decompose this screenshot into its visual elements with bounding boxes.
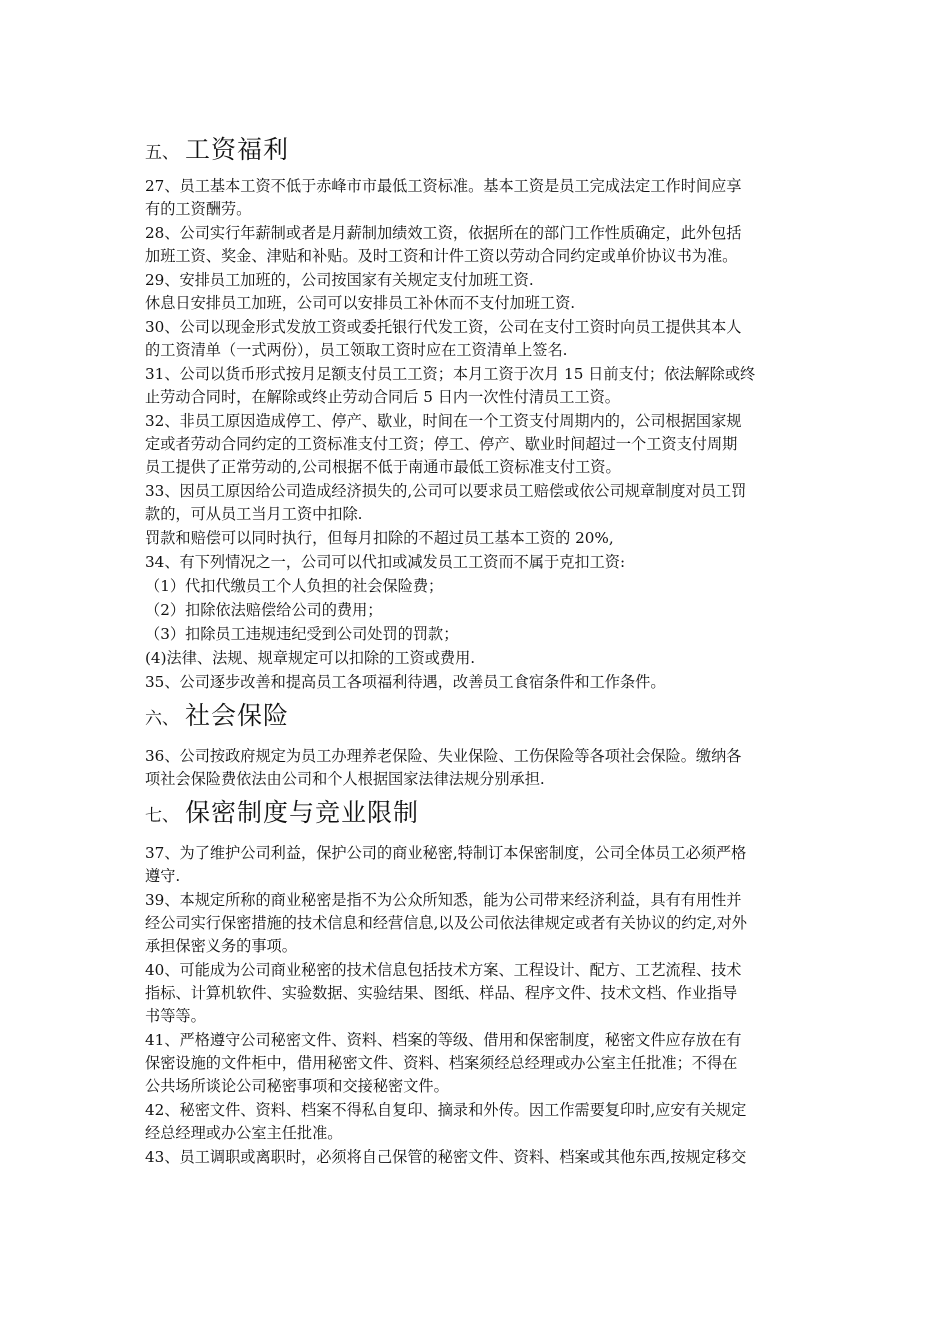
paragraph-line: 款的，可从员工当月工资中扣除. [145, 505, 363, 523]
section-heading-wages [145, 130, 810, 173]
paragraph-line: 37、为了维护公司利益，保护公司的商业秘密,特制订本保密制度，公司全体员工必须严格 [145, 844, 747, 862]
section-number: 六、 [145, 709, 179, 729]
section-body-wages [145, 175, 810, 694]
list-item: （2）扣除依法赔偿给公司的费用； [145, 601, 383, 619]
paragraph-line: 书等等。 [145, 1007, 206, 1025]
paragraph-line: 的工资清单（一式两份），员工领取工资时应在工资清单上签名. [145, 341, 568, 359]
paragraph-line: 止劳动合同时，在解除或终止劳动合同后 5 日内一次性付清员工工资。 [145, 388, 620, 406]
document-page [145, 130, 810, 1169]
section-body-social-insurance [145, 745, 810, 791]
paragraph-line: 有的工资酬劳。 [145, 200, 252, 218]
paragraph-line: 承担保密义务的事项。 [145, 937, 297, 955]
list-item: （1）代扣代缴员工个人负担的社会保险费； [145, 577, 444, 595]
paragraph-line: 保密设施的文件柜中，借用秘密文件、资料、档案须经总经理或办公室主任批准；不得在 [145, 1054, 738, 1072]
section-number: 五、 [145, 143, 179, 163]
section-number: 七、 [145, 806, 179, 826]
paragraph-line: 41、严格遵守公司秘密文件、资料、档案的等级、借用和保密制度，秘密文件应存放在有 [145, 1031, 742, 1049]
section-title: 社会保险 [185, 701, 290, 730]
paragraph-line: 遵守. [145, 867, 181, 885]
paragraph-line: 28、公司实行年薪制或者是月薪制加绩效工资，依据所在的部门工作性质确定，此外包括 [145, 224, 742, 242]
section-title: 保密制度与竞业限制 [185, 798, 420, 827]
paragraph-line: 指标、计算机软件、实验数据、实验结果、图纸、样品、程序文件、技术文档、作业指导 [145, 984, 738, 1002]
list-item: (4)法律、法规、规章规定可以扣除的工资或费用. [145, 649, 476, 667]
paragraph-line: 42、秘密文件、资料、档案不得私自复印、摘录和外传。因工作需要复印时,应安有关规定 [145, 1101, 747, 1119]
paragraph-line: 经总经理或办公室主任批准。 [145, 1124, 343, 1142]
paragraph-line: 公共场所谈论公司秘密事项和交接秘密文件。 [145, 1077, 449, 1095]
section-heading-confidentiality [145, 793, 810, 836]
section-body-confidentiality [145, 842, 810, 1169]
paragraph-line: 员工提供了正常劳动的,公司根据不低于南通市最低工资标准支付工资。 [145, 458, 621, 476]
section-title: 工资福利 [185, 135, 290, 164]
paragraph-line: 29、安排员工加班的，公司按国家有关规定支付加班工资. [145, 271, 534, 289]
paragraph-line: 36、公司按政府规定为员工办理养老保险、失业保险、工伤保险等各项社会保险。缴纳各 [145, 747, 742, 765]
paragraph-line: 27、员工基本工资不低于赤峰市市最低工资标准。基本工资是员工完成法定工作时间应享 [145, 177, 742, 195]
paragraph-line: 加班工资、奖金、津贴和补贴。及时工资和计件工资以劳动合同约定或单价协议书为准。 [145, 247, 738, 265]
paragraph-line: 35、公司逐步改善和提高员工各项福利待遇，改善员工食宿条件和工作条件。 [145, 673, 666, 691]
paragraph-line: 31、公司以货币形式按月足额支付员工工资；本月工资于次月 15 日前支付；依法解除或终 [145, 365, 756, 383]
paragraph-line: 定或者劳动合同约定的工资标准支付工资；停工、停产、歇业时间超过一个工资支付周期 [145, 435, 738, 453]
list-item: （3）扣除员工违规违纪受到公司处罚的罚款； [145, 625, 459, 643]
paragraph-line: 项社会保险费依法由公司和个人根据国家法律法规分别承担. [145, 770, 545, 788]
paragraph-line: 39、本规定所称的商业秘密是指不为公众所知悉，能为公司带来经济利益，具有有用性并 [145, 891, 742, 909]
paragraph-line: 32、非员工原因造成停工、停产、歇业，时间在一个工资支付周期内的，公司根据国家规 [145, 412, 742, 430]
paragraph-line: 40、可能成为公司商业秘密的技术信息包括技术方案、工程设计、配方、工艺流程、技术 [145, 961, 742, 979]
paragraph-line: 休息日安排员工加班，公司可以安排员工补休而不支付加班工资. [145, 294, 576, 312]
paragraph-line: 33、因员工原因给公司造成经济损失的,公司可以要求员工赔偿或依公司规章制度对员工罚 [145, 482, 747, 500]
paragraph-line: 罚款和赔偿可以同时执行，但每月扣除的不超过员工基本工资的 20%, [145, 529, 614, 547]
section-heading-social-insurance [145, 696, 810, 739]
paragraph-line: 34、有下列情况之一，公司可以代扣或减发员工工资而不属于克扣工资: [145, 553, 626, 571]
paragraph-line: 43、员工调职或离职时，必须将自己保管的秘密文件、资料、档案或其他东西,按规定移交 [145, 1148, 747, 1166]
paragraph-line: 经公司实行保密措施的技术信息和经营信息,以及公司依法律规定或者有关协议的约定,对外 [145, 914, 747, 932]
paragraph-line: 30、公司以现金形式发放工资或委托银行代发工资，公司在支付工资时向员工提供其本人 [145, 318, 742, 336]
